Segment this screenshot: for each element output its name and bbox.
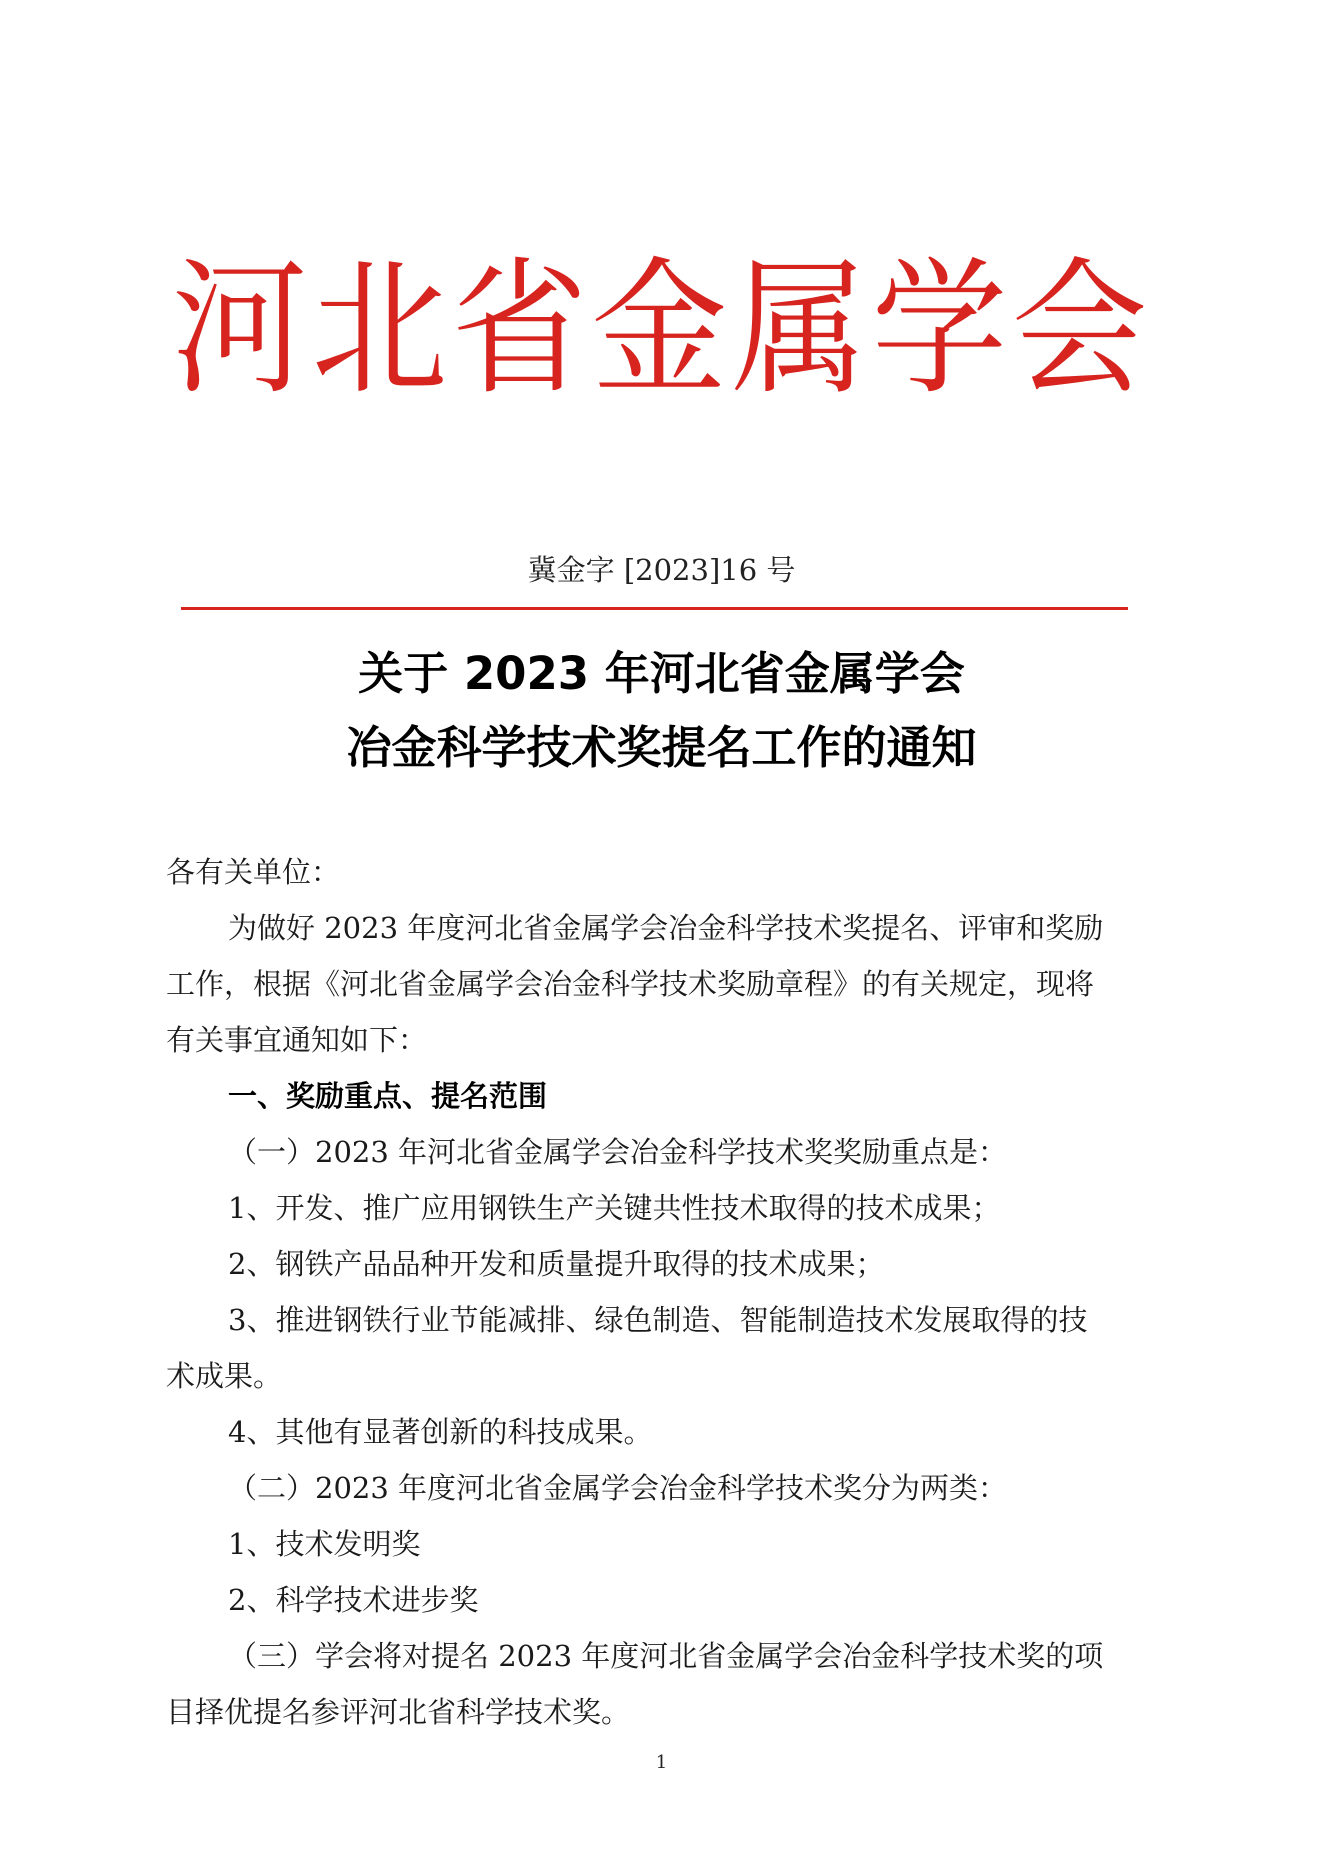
list-item: 1、开发、推广应用钢铁生产关键共性技术取得的技术成果； (228, 1191, 1001, 1225)
subsection-heading: （一）2023 年河北省金属学会冶金科学技术奖奖励重点是： (228, 1135, 1008, 1169)
salutation: 各有关单位： (166, 855, 341, 889)
page-number: 1 (655, 1752, 668, 1773)
list-item: 1、技术发明奖 (228, 1527, 421, 1561)
list-item: 4、其他有显著创新的科技成果。 (228, 1415, 653, 1449)
org-masthead: 河北省金属学会 (171, 244, 1152, 416)
list-item: 3、推进钢铁行业节能减排、绿色制造、智能制造技术发展取得的技 (228, 1303, 1088, 1337)
red-divider-line (181, 607, 1128, 610)
document-number: 冀金字 [2023]16 号 (527, 553, 796, 587)
section-heading: 一、奖励重点、提名范围 (228, 1079, 548, 1113)
intro-line: 工作，根据《河北省金属学会冶金科学技术奖励章程》的有关规定，现将 (166, 967, 1095, 1001)
list-item: 2、科学技术进步奖 (228, 1583, 479, 1617)
list-item: 术成果。 (166, 1359, 283, 1393)
title-line-2: 冶金科学技术奖提名工作的通知 (346, 721, 977, 774)
intro-line: 为做好 2023 年度河北省金属学会冶金科学技术奖提名、评审和奖励 (228, 911, 1104, 945)
subsection-text: 目择优提名参评河北省科学技术奖。 (166, 1695, 631, 1729)
list-item: 2、钢铁产品品种开发和质量提升取得的技术成果； (228, 1247, 885, 1281)
subsection-text: （三）学会将对提名 2023 年度河北省金属学会冶金科学技术奖的项 (228, 1639, 1104, 1673)
title-line-1: 关于 2023 年河北省金属学会 (358, 647, 965, 700)
intro-line: 有关事宜通知如下： (166, 1023, 428, 1057)
subsection-heading: （二）2023 年度河北省金属学会冶金科学技术奖分为两类： (228, 1471, 1008, 1505)
